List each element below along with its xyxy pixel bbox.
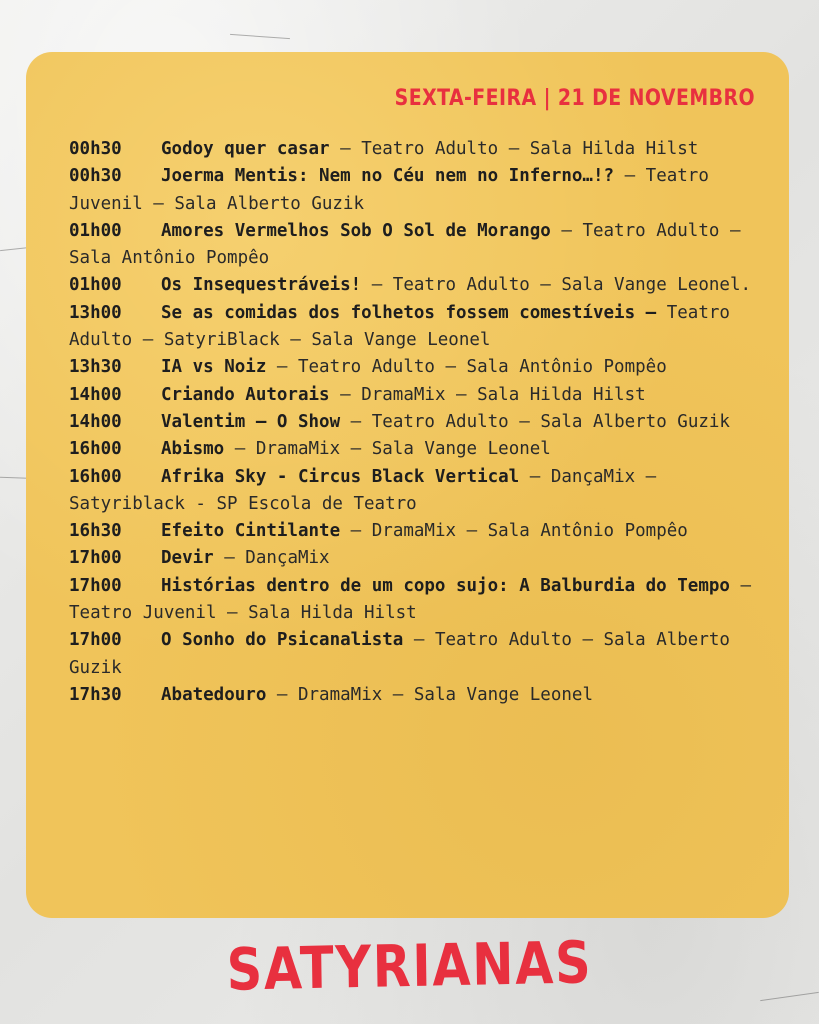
- schedule-entry: [69, 272, 759, 299]
- entry-time: 17h00: [69, 548, 122, 569]
- schedule-list: [69, 136, 759, 709]
- wall-crack: [760, 992, 819, 1001]
- entry-details: – Teatro Juvenil – Sala Alberto Guzik: [69, 166, 709, 214]
- entry-time: 00h30: [69, 166, 122, 187]
- entry-details: – DramaMix – Sala Hilda Hilst: [340, 384, 646, 405]
- satyrianas-logo: SATYRIANAS: [226, 928, 593, 1004]
- entry-details: – DançaMix – Satyriblack - SP Escola de Teatro: [69, 466, 657, 514]
- entry-title: Criando Autorais: [161, 384, 330, 405]
- entry-details: Teatro Adulto – SatyriBlack – Sala Vange Leonel: [69, 302, 730, 351]
- entry-details: – DramaMix – Sala Antônio Pompêo: [350, 521, 688, 542]
- entry-details: – Teatro Adulto – Sala Antônio Pompêo: [276, 357, 667, 378]
- entry-title: Se as comidas dos folhetos fossem comestíveis –: [161, 302, 657, 323]
- entry-details: – Teatro Adulto – Sala Vange Leonel.: [371, 275, 752, 296]
- schedule-entry: [69, 409, 759, 436]
- entry-details: – DramaMix – Sala Vange Leonel: [276, 684, 593, 705]
- entry-time: 13h00: [69, 302, 122, 323]
- entry-title: IA vs Noiz: [161, 357, 267, 378]
- entry-details: – Teatro Adulto – Sala Antônio Pompêo: [69, 220, 741, 269]
- schedule-entry: [69, 518, 759, 545]
- entry-details: – Teatro Juvenil – Sala Hilda Hilst: [69, 575, 752, 624]
- entry-title: Histórias dentro de um copo sujo: A Balburdia do Tempo: [161, 575, 730, 596]
- entry-title: Godoy quer casar: [161, 139, 330, 159]
- schedule-entry: [69, 573, 759, 628]
- schedule-card: [26, 52, 789, 918]
- entry-title: Os Insequestráveis!: [161, 275, 362, 296]
- entry-title: Joerma Mentis: Nem no Céu nem no Inferno…!?: [161, 166, 615, 187]
- entry-time: 16h30: [69, 521, 122, 542]
- entry-details: – DramaMix – Sala Vange Leonel: [234, 439, 551, 460]
- entry-details: – DançaMix: [224, 548, 330, 569]
- entry-time: 00h30: [69, 139, 122, 159]
- schedule-entry: [69, 136, 759, 163]
- schedule-entry: [69, 436, 759, 463]
- entry-title: Afrika Sky - Circus Black Vertical: [161, 466, 520, 487]
- schedule-entry: [69, 627, 759, 682]
- wall-crack: [230, 34, 290, 39]
- entry-time: 17h30: [69, 684, 122, 705]
- entry-details: – Teatro Adulto – Sala Hilda Hilst: [340, 139, 699, 159]
- schedule-entry: [69, 218, 759, 273]
- entry-time: 14h00: [69, 411, 122, 432]
- entry-title: Abismo: [161, 439, 225, 460]
- entry-title: Efeito Cintilante: [161, 521, 341, 542]
- date-heading: SEXTA-FEIRA | 21 DE NOVEMBRO: [394, 86, 755, 111]
- schedule-entry: [69, 464, 759, 519]
- entry-title: Valentim – O Show: [161, 411, 341, 432]
- schedule-entry: [69, 163, 759, 218]
- entry-time: 01h00: [69, 275, 122, 296]
- entry-time: 13h30: [69, 357, 122, 378]
- schedule-entry: [69, 382, 759, 409]
- schedule-entry: [69, 354, 759, 381]
- entry-time: 01h00: [69, 220, 122, 241]
- entry-time: 17h00: [69, 575, 122, 596]
- entry-time: 16h00: [69, 466, 122, 487]
- entry-title: O Sonho do Psicanalista: [161, 630, 404, 651]
- entry-time: 16h00: [69, 439, 122, 460]
- entry-details: – Teatro Adulto – Sala Alberto Guzik: [350, 411, 730, 432]
- entry-time: 14h00: [69, 384, 122, 405]
- entry-title: Abatedouro: [161, 684, 267, 705]
- entry-time: 17h00: [69, 630, 122, 651]
- entry-details: – Teatro Adulto – Sala Alberto Guzik: [69, 630, 730, 678]
- entry-title: Amores Vermelhos Sob O Sol de Morango: [161, 220, 551, 241]
- entry-title: Devir: [161, 548, 214, 569]
- schedule-entry: [69, 682, 759, 709]
- schedule-entry: [69, 545, 759, 572]
- schedule-entry: [69, 300, 759, 355]
